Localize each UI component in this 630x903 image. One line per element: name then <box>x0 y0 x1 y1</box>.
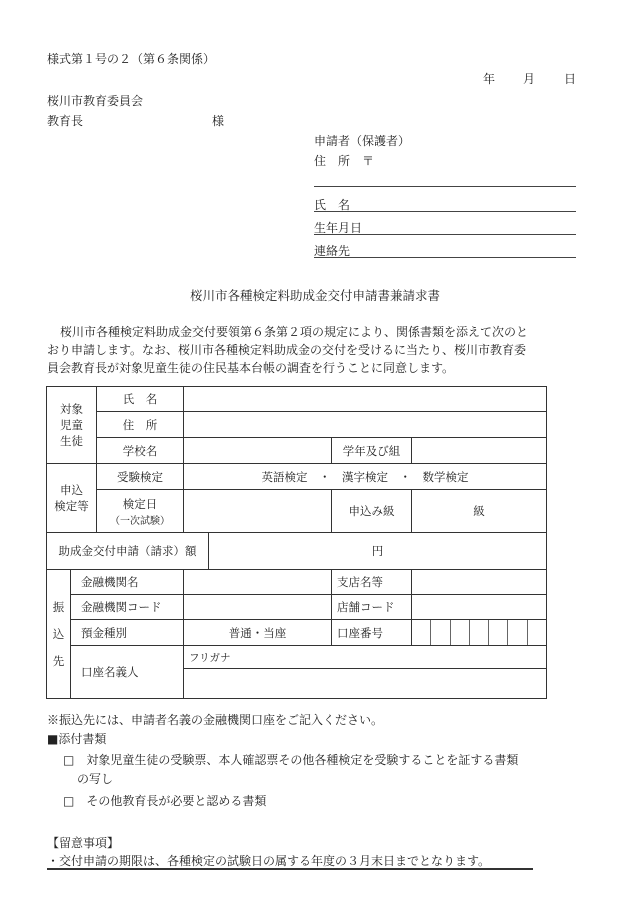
name-line <box>314 211 576 212</box>
school-name-label: 学校名 <box>97 438 184 464</box>
branch-name-label: 支店名等 <box>332 570 412 595</box>
notes-heading: 【留意事項】 <box>47 836 120 850</box>
attachment-item-2: □ その他教育長が必要と認める書類 <box>63 794 267 808</box>
applicant-name-label: 氏 名 <box>314 198 351 212</box>
student-name-field[interactable] <box>184 387 547 412</box>
account-type-options[interactable]: 普通・当座 <box>184 620 332 646</box>
account-holder-label: 口座名義人 <box>71 646 184 699</box>
body-paragraph <box>47 323 587 377</box>
application-group-label: 申込 検定等 <box>47 464 97 533</box>
applicant-address-label: 住 所 〒 <box>314 154 375 168</box>
account-number-label: 口座番号 <box>332 620 412 646</box>
attachments-heading: ■添付書類 <box>47 732 107 746</box>
exam-date-field[interactable] <box>184 490 332 533</box>
document-title: 桜川市各種検定料助成金交付申請書兼請求書 <box>189 288 440 303</box>
student-name-label: 氏 名 <box>97 387 184 412</box>
account-number-digit-boxes <box>412 620 546 645</box>
applicant-heading: 申請者（保護者） <box>314 134 411 148</box>
account-holder-furigana[interactable]: フリガナ <box>184 646 547 669</box>
bank-name-label: 金融機関名 <box>71 570 184 595</box>
body-line-3: 員会教育長が対象児童生徒の住民基本台帳の調査を行うことに同意します。 <box>47 361 455 375</box>
exam-type-options[interactable]: 英語検定 ・ 漢字検定 ・ 数学検定 <box>184 464 547 490</box>
branch-name-field[interactable] <box>412 570 547 595</box>
student-group-label: 対象 児童 生徒 <box>47 387 97 464</box>
level-label: 申込み級 <box>332 490 412 533</box>
exam-type-label: 受験検定 <box>97 464 184 490</box>
contact-line <box>314 257 576 258</box>
grade-class-field[interactable] <box>412 438 547 464</box>
notes-item-1: ・交付申請の期限は、各種検定の試験日の属する年度の３月末日までとなります。 <box>47 854 491 868</box>
student-address-field[interactable] <box>184 412 547 438</box>
address-line <box>314 186 576 187</box>
addressee-honorific: 様 <box>212 114 225 128</box>
amount-label: 助成金交付申請（請求）額 <box>47 533 209 570</box>
addressee-org: 桜川市教育委員会 <box>47 94 144 108</box>
date-year: 年 <box>483 72 496 86</box>
application-table <box>46 386 547 699</box>
applicant-contact-label: 連絡先 <box>314 244 351 258</box>
bank-code-field[interactable] <box>184 595 332 620</box>
branch-code-label: 店舗コード <box>332 595 412 620</box>
notes-underline <box>47 868 533 870</box>
attachment-item-1: □ 対象児童生徒の受験票、本人確認票その他各種検定を受験することを証する書類 <box>63 753 519 767</box>
transfer-group-label: 振 込 先 <box>47 570 71 699</box>
amount-field[interactable]: 円 <box>209 533 547 570</box>
body-line-2: おり申請します。なお、桜川市各種検定料助成金の交付を受けるに当たり、桜川市教育委 <box>47 343 527 357</box>
account-type-label: 預金種別 <box>71 620 184 646</box>
body-line-1: 桜川市各種検定料助成金交付要領第６条第２項の規定により、関係書類を添えて次のと <box>60 325 529 339</box>
grade-class-label: 学年及び組 <box>332 438 412 464</box>
date-day: 日 <box>564 72 577 86</box>
attachment-item-1-cont: の写し <box>77 772 114 786</box>
birthdate-line <box>314 234 576 235</box>
school-name-field[interactable] <box>184 438 332 464</box>
transfer-note: ※振込先には、申請者名義の金融機関口座をご記入ください。 <box>47 713 384 727</box>
account-number-field[interactable] <box>412 620 547 646</box>
addressee-title: 教育長 <box>47 114 84 128</box>
branch-code-field[interactable] <box>412 595 547 620</box>
student-address-label: 住 所 <box>97 412 184 438</box>
date-month: 月 <box>523 72 536 86</box>
level-field[interactable]: 級 <box>412 490 547 533</box>
exam-date-label: 検定日 （一次試験） <box>97 490 184 533</box>
form-id: 様式第１号の２（第６条関係） <box>47 52 216 66</box>
applicant-birthdate-label: 生年月日 <box>314 221 363 235</box>
account-holder-field[interactable] <box>184 669 547 699</box>
bank-name-field[interactable] <box>184 570 332 595</box>
bank-code-label: 金融機関コード <box>71 595 184 620</box>
